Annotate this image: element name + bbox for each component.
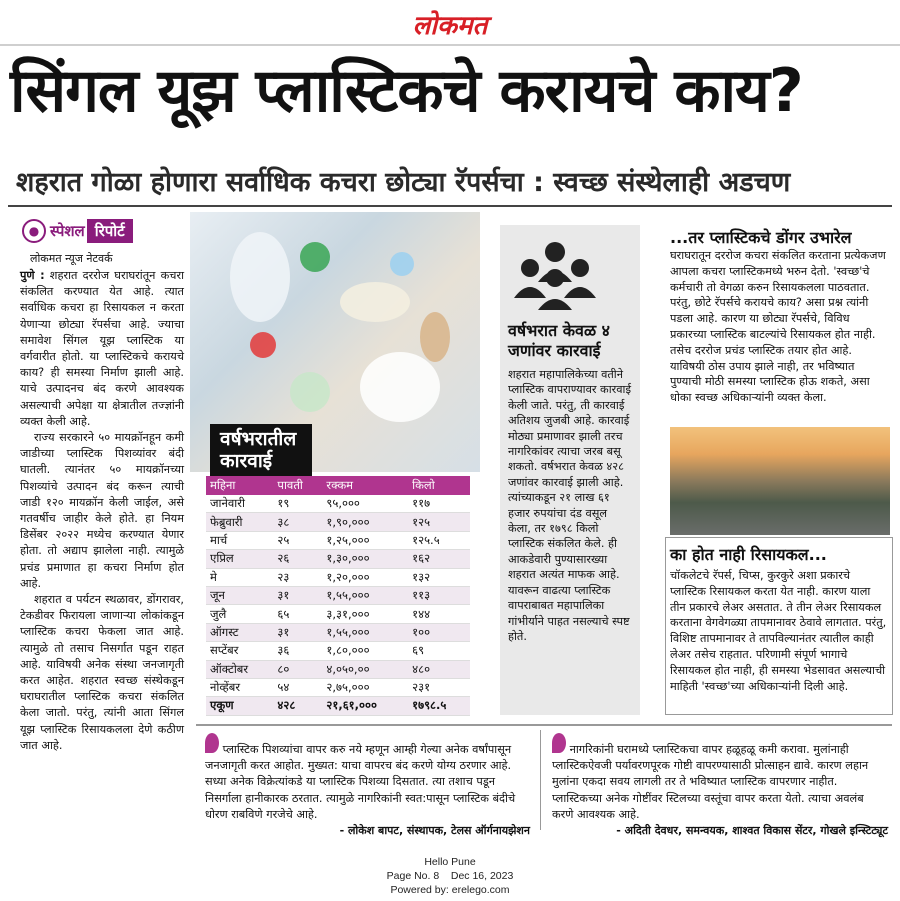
microphone-icon: ●: [22, 219, 46, 243]
quote-icon: [205, 733, 219, 753]
footer-powered-by[interactable]: Powered by: erelego.com: [390, 884, 510, 896]
left-column-article: [20, 268, 184, 754]
table-row: नोव्हेंबर ५४ २,७५,००० २३१: [206, 678, 470, 696]
garbage-dump-photo: [670, 427, 890, 535]
sidebar-text: शहरात महापालिकेच्या वतीने प्लास्टिक वापराण्यावर कारवाई केली जाते. परंतु, ती कारवाई अतिशय जुजबी आहे. कारवाई मोठ्या प्रमाणावर झाली तरच नागरिकांवर त्याचा जरब बसू शकतो. वर्षभरात केवळ ४२८ जणांवर कारवाई झाली आहे. त्यांच्याकडून २१ लाख ६१ हजार रुपयांचा दंड वसूल केला, तर १७९८ किलो प्लास्टिक संकलित केले. ही आकडेवारी पुण्यासारख्या शहरात अत्यंत माफक आहे. यावरून वाढत्या प्लास्टिक वापराबाबत महापालिका गांभीर्याने पाहत नसल्याचे स्पष्ट होते.: [508, 368, 632, 643]
quote-signature: - लोकेश बापट, संस्थापक, टेलस ऑर्गनायझेशन: [339, 824, 530, 838]
badge-label-2: रिपोर्ट: [87, 219, 133, 243]
table-row: सप्टेंबर ३६ १,८०,००० ६९: [206, 642, 470, 660]
table-header: पावती: [273, 476, 322, 495]
people-group-icon: [510, 238, 600, 310]
lokmat-logo: लोकमत: [412, 11, 488, 41]
table-row: ऑगस्ट ३१ १,५५,००० १००: [206, 623, 470, 641]
divider: [8, 205, 892, 207]
quote-signature: - अदिती देवधर, समन्वयक, शाश्वत विकास सेंटर, गोखले इन्स्टिट्यूट: [616, 824, 888, 838]
right-article-title: ...तर प्लास्टिकचे डोंगर उभारेल: [670, 228, 852, 247]
recycle-article-text: चॉकलेटचे रॅपर्स, चिप्स, कुरकुरे अशा प्रकारचे प्लास्टिक रिसायकल करता येत नाही. कारण याला तीन प्रकारचे लेअर असतात. ते तीन लेअर रिसायकल करताना वेगवेगळ्या तापमानावर ठेवावे लागतात. परंतु, विशिष्ट तापमानावर ते तापविल्यानंतर त्यातील काही लेअर तसेच राहतात. परिणामी संपूर्ण भागाचे रिसायकल होत नाही, ही समस्या भेडसावत असल्याची माहिती 'स्वच्छ'च्या अधिकाऱ्यांनी दिली आहे.: [670, 569, 887, 693]
article-paragraph: शहरात व पर्यटन स्थळावर, डोंगरावर, टेकडीवर फिरायला जाणाऱ्या लोकांकडून प्लास्टिक कचरा फेकला जात आहे. त्यामुळे तो तसाच निसर्गात पडून राहत आहे. याविषयी अनेक संस्था जनजागृती करत आहेत. शहरात स्वच्छ संस्थेकडून घराघरातील प्लास्टिक कचरा संकलित केला जातो. परंतु, त्यांनी आता सिंगल यूझ प्लास्टिक रिसायकलला देणे कठीण जात आहे.: [20, 593, 184, 752]
table-total-row: एकूण ४२८ २१,६१,००० १७९८.५: [206, 697, 470, 715]
quote-left: [205, 733, 530, 838]
table-row: एप्रिल २६ १,३०,००० १६२: [206, 550, 470, 568]
table-row: मे २३ १,२०,००० १३२: [206, 568, 470, 586]
table-header: महिना: [206, 476, 273, 495]
dateline: पुणे :: [20, 269, 45, 282]
headline: सिंगल यूझ प्लास्टिकचे करायचे काय?: [10, 56, 803, 126]
page-footer: [0, 855, 900, 897]
table-row: फेब्रुवारी ३८ १,९०,००० १२५: [206, 513, 470, 531]
table-row: जून ३१ १,५५,००० ११३: [206, 586, 470, 604]
badge-label-1: स्पेशल: [50, 222, 85, 240]
footer-page-date: Page No. 8 Dec 16, 2023: [386, 870, 514, 882]
quote-right: [552, 733, 888, 838]
quote-divider: [540, 730, 541, 830]
table-row: मार्च २५ १,२५,००० १२५.५: [206, 531, 470, 549]
table-row: जानेवारी १९ ९५,००० ११७: [206, 495, 470, 513]
subheadline: शहरात गोळा होणारा सर्वाधिक कचरा छोट्या रॅपर्सचा : स्वच्छ संस्थेलाही अडचण: [16, 167, 791, 198]
byline: लोकमत न्यूज नेटवर्क: [30, 252, 113, 265]
table-row: ऑक्टोबर ८० ४,०५०,०० ४८०: [206, 660, 470, 678]
right-article-text: घराघरातून दररोज कचरा संकलित करताना प्रत्येकजण आपला कचरा प्लास्टिकमध्ये भरुन देतो. 'स्वच्छ'चे कर्मचारी तो वेगळा करुन रिसायकलला पाठवतात. परंतु, छोटे रॅपर्सचे करायचे काय? असा प्रश्न त्यांनी पडला आहे. कारण या छोट्या रॅपर्सचे, विविध प्रकारच्या प्लास्टिक बाटल्यांचे रिसायकल होत नाही. तसेच दररोज प्रचंड प्लास्टिक तयार होत आहे. याविषयी ठोस उपाय झाले नाही, तर भविष्यात पुण्याची मोठी समस्या प्लास्टिक होऊ शकते, असा धोका स्वच्छ अधिकाऱ्यांनी व्यक्त केला.: [670, 249, 886, 405]
sidebar-title: वर्षभरात केवळ ४ जणांवर कारवाई: [508, 321, 611, 360]
table-header-row: [206, 476, 470, 495]
table-header: रक्कम: [322, 476, 408, 495]
penalty-table: [206, 476, 470, 716]
recycle-article-title: का होत नाही रिसायकल...: [670, 545, 827, 564]
quote-icon: [552, 733, 566, 753]
table-title: वर्षभरातील कारवाई: [210, 424, 312, 476]
quote-text: प्लास्टिक पिशव्यांचा वापर करु नये म्हणून आम्ही गेल्या अनेक वर्षांपासून जनजागृती करत आहोत. मुख्यत: याचा वापरच बंद करणे योग्य ठरणार आहे. सध्या अनेक विक्रेत्यांकडे या प्लास्टिक पिशव्या दिसतात. त्या तशाच पडून निसर्गाला हानीकारक ठरतात. त्यामुळे नागरिकांनी स्वत:पासून प्लास्टिक बंदीचे धोरण राबविणे गरजेचे आहे.: [205, 743, 516, 821]
quote-text: नागरिकांनी घरामध्ये प्लास्टिकचा वापर हळूहळू कमी करावा. मुलांनाही प्लास्टिकऐवजी पर्यावरणपूरक गोष्टी वापरण्यासाठी प्रोत्साहन द्यावे. कारण लहान मुलांना एकदा सवय लागली तर ते भविष्यात प्लास्टिक वापरणार नाहीत. प्लास्टिकच्या अनेक गोष्टींवर स्टिलच्या वस्तूंचा वापर करता येतो. त्याचा अवलंब करणे आवश्यक आहे.: [552, 743, 869, 821]
table-row: जुलै ६५ ३,३१,००० १४४: [206, 605, 470, 623]
table-header: किलो: [408, 476, 470, 495]
special-report-badge: [22, 218, 133, 244]
footer-edition: Hello Pune: [424, 856, 476, 868]
article-paragraph: राज्य सरकारने ५० मायक्रॉनहून कमी जाडीच्या प्लास्टिक पिशव्यांवर बंदी घातली. त्यानंतर ५० मायक्रॉनच्या पिशव्यांचे उत्पादन बंद करून त्याची जाडी १२० मायक्रॉन केली जाईल, असे गतवर्षीच जाहीर केले होते. हा नियम डिसेंबर २०२२ मध्येच करण्यात येणार होता. तो अद्याप झालेला नाही. त्यामुळे प्रचंड प्रमाणात हा कचरा निर्माण होत आहे.: [20, 431, 184, 590]
article-paragraph: पुणे : शहरात दररोज घराघरांतून कचरा संकलित करण्यात येत आहे. त्यात सर्वाधिक कचरा हा रिसायकल न करता येणाऱ्या छोट्या रॅपर्सचा आहे. ज्याचा समावेश सिंगल यूझ प्लास्टिक या वर्गवारीत होतो. या प्लास्टिकचे करायचे काय? ही समस्या निर्माण झाली आहे. याचे उत्पादनच बंद करणे आवश्यक असल्याची अपेक्षा या क्षेत्रातील तज्ज्ञांनी व्यक्त केली आहे.: [20, 269, 184, 428]
